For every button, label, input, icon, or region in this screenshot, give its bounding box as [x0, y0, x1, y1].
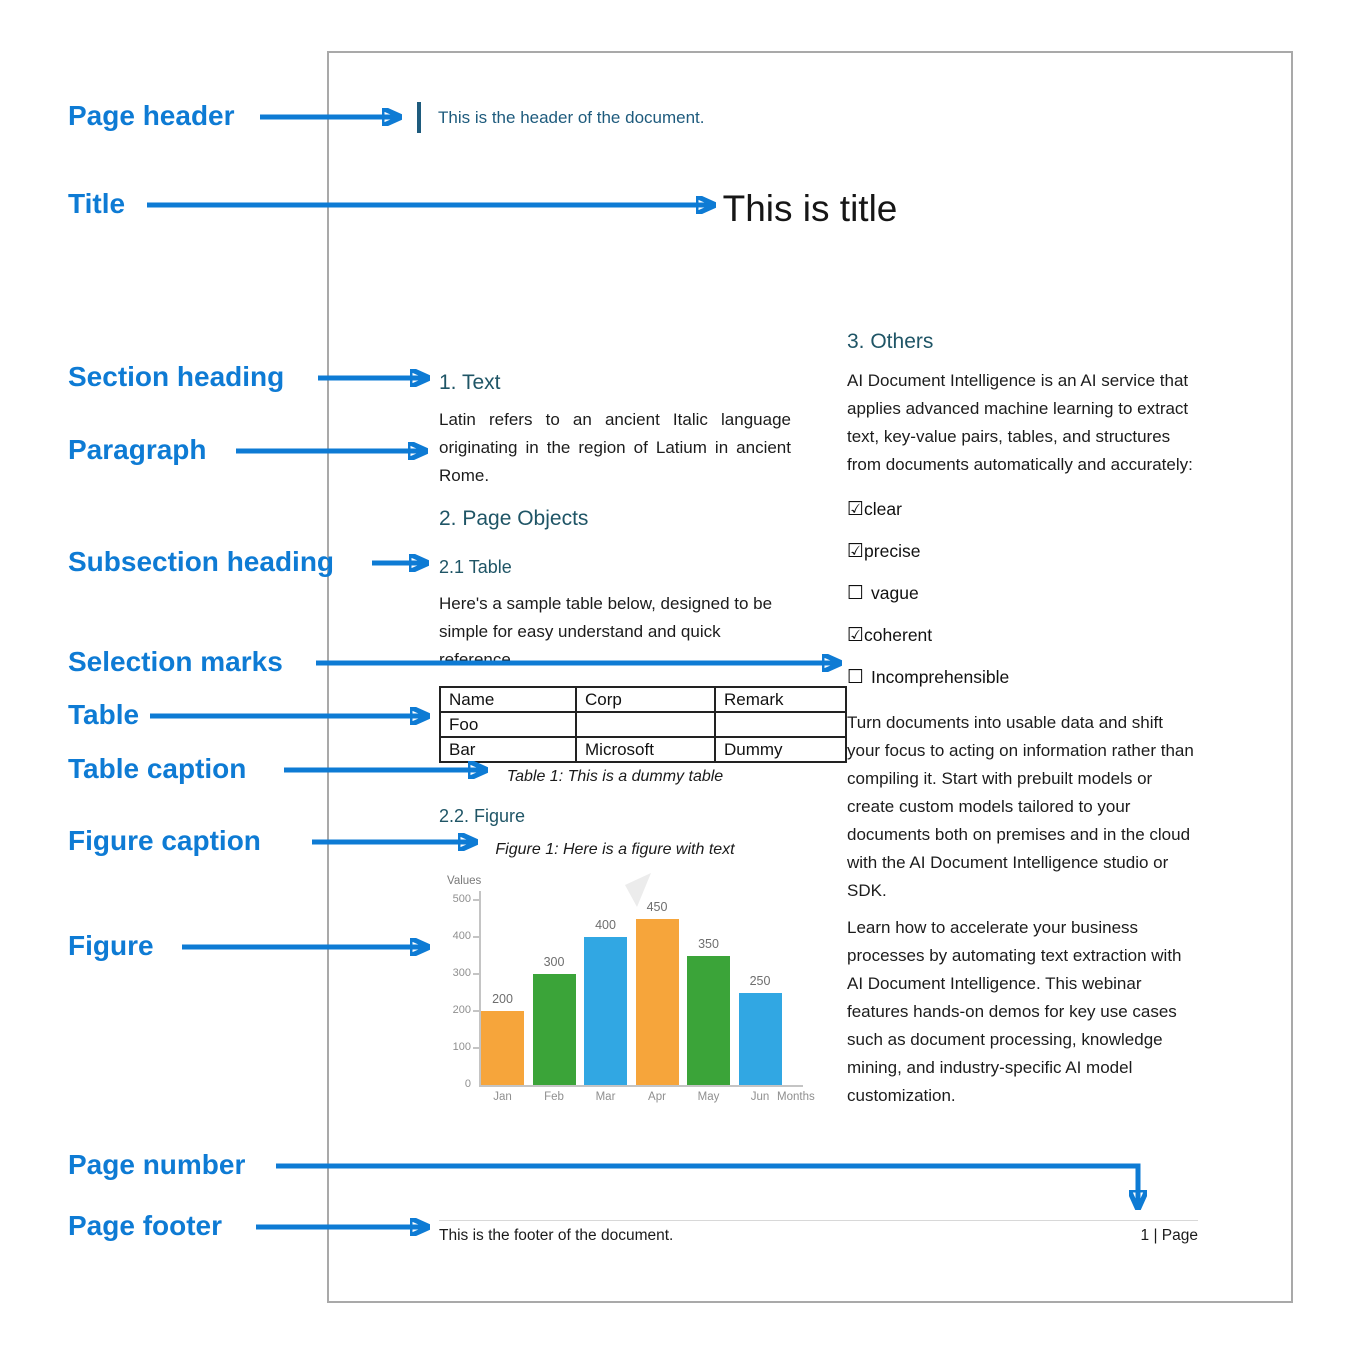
annotation-label-paragraph: Paragraph	[68, 434, 207, 465]
x-tick-label: Jan	[493, 1091, 512, 1103]
bar-apr	[636, 919, 679, 1086]
selection-mark-item	[847, 667, 1197, 687]
subsection-heading-table: 2.1 Table	[439, 557, 512, 577]
annotation-label-table: Table	[68, 699, 140, 730]
selection-mark-item	[847, 583, 1197, 603]
y-tick-mark	[473, 1047, 479, 1049]
bar-value-label: 300	[543, 955, 565, 969]
table-cell	[715, 712, 846, 737]
bar-jan	[481, 1011, 524, 1085]
x-tick-label: Mar	[595, 1091, 616, 1103]
table-cell: Bar	[440, 737, 576, 762]
bar-jun	[739, 993, 782, 1086]
annotation-label-title: Title	[68, 188, 126, 219]
page-header-region	[417, 102, 705, 133]
y-tick-label: 0	[464, 1078, 471, 1090]
bar-value-label: 350	[698, 936, 719, 951]
selection-mark-label: precise	[864, 540, 921, 561]
table-cell: Name	[440, 687, 576, 712]
paragraph-text: Latin refers to an ancient Italic language originating in the region of Latium in ancient Rome.	[439, 410, 791, 485]
chart-y-axis-title: Values	[447, 875, 482, 887]
checkbox-unchecked-icon: ☐	[847, 581, 865, 604]
x-tick-label: May	[697, 1091, 720, 1103]
table-cell: Corp	[576, 687, 715, 712]
x-axis-line	[479, 1085, 803, 1087]
y-tick-mark	[473, 973, 479, 975]
section-heading-text: 1. Text	[439, 371, 501, 394]
document-page	[327, 51, 1293, 1303]
figure-caption-text: Figure 1: Here is a figure with text	[495, 841, 735, 858]
bar-value-label: 250	[749, 973, 771, 988]
annotation-label-page-header: Page header	[68, 100, 235, 131]
y-tick-mark	[473, 899, 479, 901]
document-title: This is title	[722, 188, 898, 229]
annotation-label-page-footer: Page footer	[68, 1210, 223, 1241]
page-number-text: 1 | Page	[1140, 1227, 1198, 1244]
selection-mark-label: vague	[871, 582, 919, 603]
selection-mark-item	[847, 499, 1197, 519]
selection-mark-label: clear	[864, 498, 902, 519]
x-tick-label: Jun	[750, 1091, 770, 1103]
table-caption-text: Table 1: This is a dummy table	[506, 768, 724, 785]
bar-mar	[584, 937, 627, 1085]
chart-x-axis-title: Months	[777, 1091, 815, 1103]
others-paragraph-1: AI Document Intelligence is an AI service that applies advanced machine learning to extract text, key-value pairs, tables, and structures from documents automatically and accurately:	[847, 371, 1193, 474]
bar-value-label: 200	[492, 992, 513, 1006]
annotation-label-page-number: Page number	[68, 1149, 246, 1180]
selection-mark-label: coherent	[864, 624, 933, 645]
checkbox-checked-icon: ☑	[847, 497, 865, 520]
section-heading-page-objects: 2. Page Objects	[439, 507, 589, 530]
others-paragraph-3: Learn how to accelerate your business processes by automating text extraction with AI Document Intelligence. This webinar features hands-on demos for key use cases such as document processing, knowledge mining, and industry-specific AI model customization.	[847, 918, 1182, 1105]
bar-value-label: 400	[595, 918, 616, 932]
y-tick-label: 400	[452, 930, 471, 942]
annotation-label-table-caption: Table caption	[68, 753, 247, 784]
y-tick-mark	[473, 1010, 479, 1012]
subsection-heading-figure: 2.2. Figure	[439, 806, 526, 826]
table-row	[440, 737, 846, 762]
right-column	[847, 329, 1197, 1110]
x-tick-label: Apr	[648, 1091, 666, 1103]
bar-value-label: 450	[646, 899, 668, 914]
selection-mark-item	[847, 541, 1197, 561]
selection-mark-label: Incomprehensible	[871, 666, 1010, 687]
y-tick-label: 300	[452, 967, 471, 979]
table-cell: Dummy	[715, 737, 846, 762]
y-tick-label: 100	[452, 1041, 471, 1053]
section-heading-others: 3. Others	[847, 330, 934, 353]
checkbox-unchecked-icon: ☐	[847, 665, 865, 688]
left-column	[439, 370, 815, 1121]
table-cell: Microsoft	[576, 737, 715, 762]
annotation-label-section-heading: Section heading	[68, 361, 285, 392]
y-tick-label: 500	[452, 893, 471, 905]
table-cell: Remark	[715, 687, 846, 712]
checkbox-checked-icon: ☑	[847, 623, 865, 646]
checkbox-checked-icon: ☑	[847, 539, 865, 562]
table-row	[440, 687, 846, 712]
annotation-label-figure: Figure	[68, 930, 154, 961]
table-cell	[576, 712, 715, 737]
header-accent-bar	[417, 102, 421, 133]
page-header-text: This is the header of the document.	[438, 107, 705, 127]
table-row	[440, 712, 846, 737]
y-tick-mark	[473, 936, 479, 938]
x-tick-label: Feb	[544, 1091, 564, 1103]
selection-marks-list	[847, 499, 1197, 687]
selection-mark-item	[847, 625, 1197, 645]
bar-may	[687, 956, 730, 1086]
document-table	[439, 686, 847, 763]
page-footer-region	[439, 1220, 1198, 1245]
annotation-label-figure-caption: Figure caption	[68, 825, 261, 856]
annotation-label-selection-marks: Selection marks	[68, 646, 283, 677]
table-intro-paragraph: Here's a sample table below, designed to be simple for easy understand and quick reference.	[439, 594, 773, 669]
page-footer-text: This is the footer of the document.	[439, 1227, 674, 1244]
bar-feb	[533, 974, 576, 1085]
y-tick-label: 200	[452, 1004, 471, 1016]
bar-chart-figure	[439, 871, 821, 1121]
table-cell: Foo	[440, 712, 576, 737]
annotation-label-subsection-heading: Subsection heading	[68, 546, 335, 577]
others-paragraph-2: Turn documents into usable data and shift your focus to acting on information rather than compiling it. Start with prebuilt models or create custom models tailored to your documents both on premises and in the cloud with the AI Document Intelligence studio or SDK.	[847, 713, 1194, 900]
